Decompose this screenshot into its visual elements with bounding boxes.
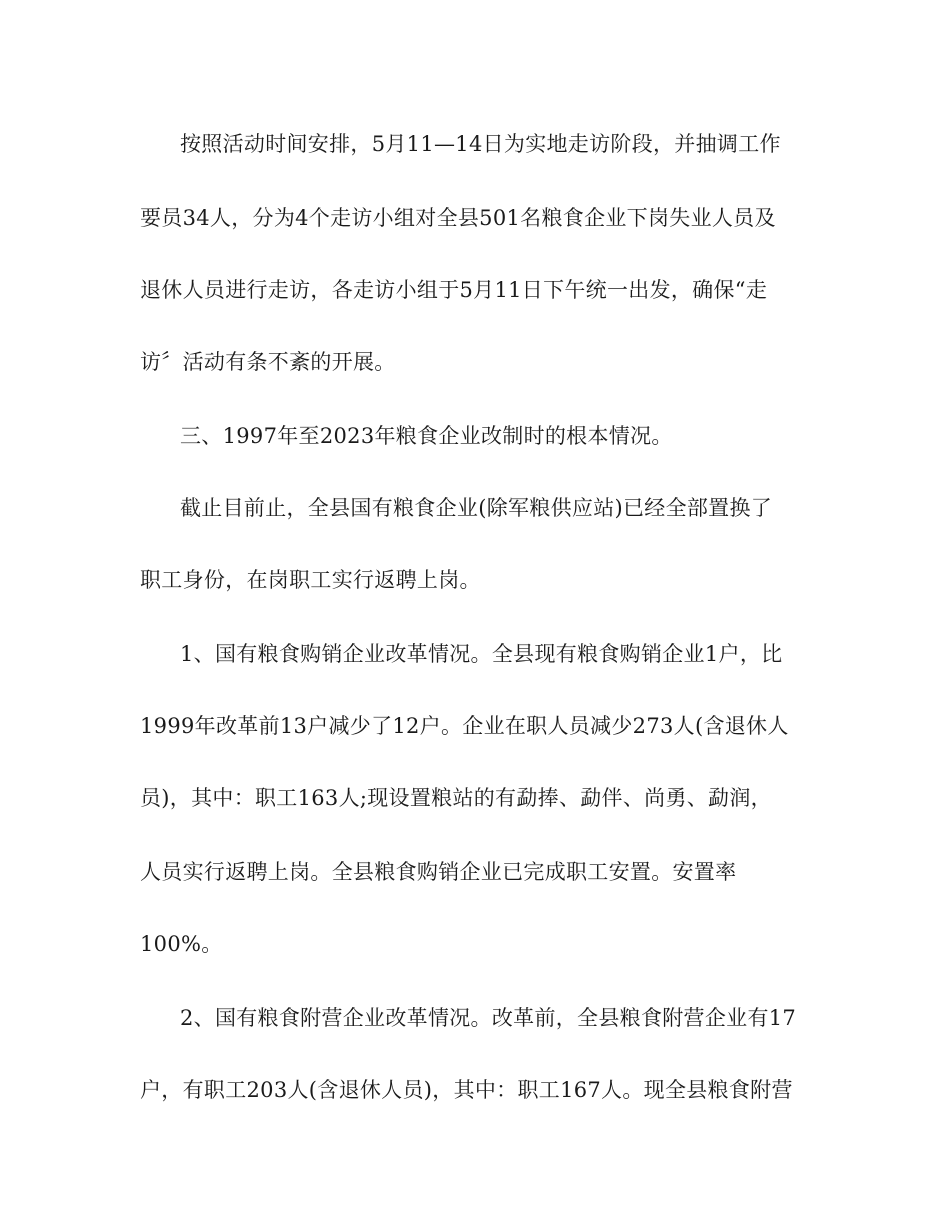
paragraph-line: 员)，其中：职工163人;现设置粮站的有勐捧、勐伴、尚勇、勐润， [140, 786, 772, 810]
paragraph-line: 职工身份，在岗职工实行返聘上岗。 [140, 568, 481, 592]
paragraph-line: 退休人员进行走访，各走访小组于5月11日下午统一出发，确保“走 [140, 278, 768, 302]
section-heading: 三、1997年至2023年粮食企业改制时的根本情况。 [180, 424, 673, 448]
paragraph-line: 要员34人，分为4个走访小组对全县501名粮食企业下岗失业人员及 [140, 206, 776, 230]
paragraph-line: 1999年改革前13户减少了12户。企业在职人员减少273人(含退休人 [140, 714, 789, 738]
paragraph-line: 按照活动时间安排，5月11—14日为实地走访阶段，并抽调工作 [180, 132, 781, 156]
paragraph-line: 1、国有粮食购销企业改革情况。全县现有粮食购销企业1户，比 [180, 642, 783, 666]
paragraph-line: 户，有职工203人(含退休人员)，其中：职工167人。现全县粮食附营 [140, 1078, 793, 1102]
paragraph-line: 截止目前止，全县国有粮食企业(除军粮供应站)已经全部置换了 [180, 496, 773, 520]
paragraph-line: 100%。 [140, 932, 223, 956]
paragraph-line: 访〞活动有条不紊的开展。 [140, 350, 396, 374]
paragraph-line: 人员实行返聘上岗。全县粮食购销企业已完成职工安置。安置率 [140, 860, 737, 884]
paragraph-line: 2、国有粮食附营企业改革情况。改革前，全县粮食附营企业有17 [180, 1006, 797, 1030]
